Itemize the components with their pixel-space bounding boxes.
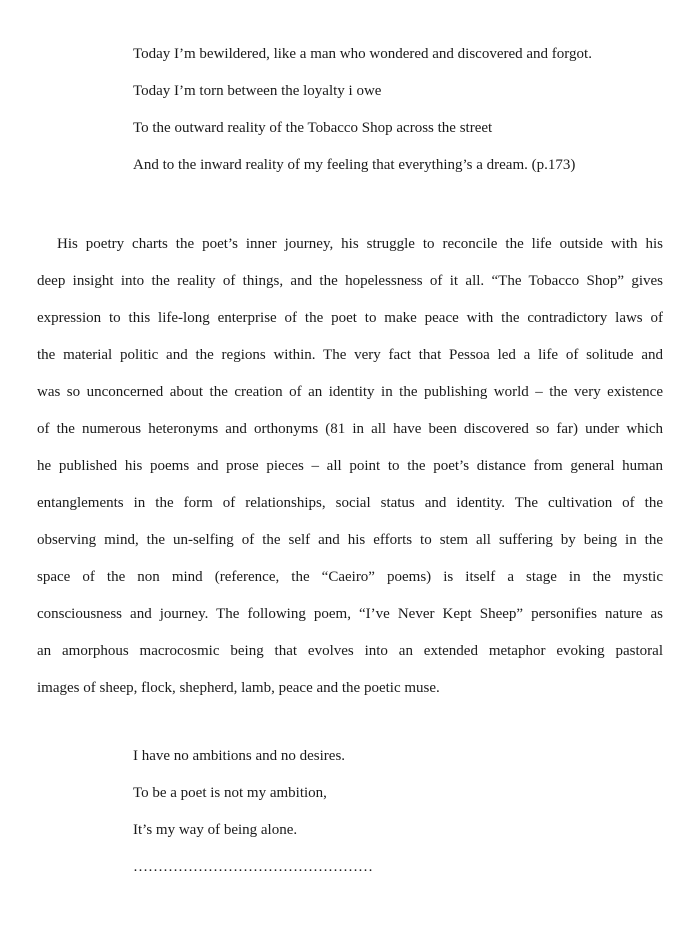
paragraph-line: an amorphous macrocosmic being that evolves into an extended metaphor evoking pastoral (37, 643, 663, 659)
verse-line: To the outward reality of the Tobacco Shop across the street (133, 120, 493, 136)
paragraph-line: consciousness and journey. The following poem, “I’ve Never Kept Sheep” personifies nature as (37, 606, 663, 622)
paragraph-line: he published his poems and prose pieces – all point to the poet’s distance from general human (37, 458, 663, 474)
paragraph-line: His poetry charts the poet’s inner journey, his struggle to reconcile the life outside with his (57, 236, 663, 252)
paragraph-line: the material politic and the regions within. The very fact that Pessoa led a life of solitude and (37, 347, 663, 363)
verse-line: It’s my way of being alone. (133, 822, 298, 838)
verse-line: To be a poet is not my ambition, (133, 785, 327, 801)
paragraph-line: entanglements in the form of relationships, social status and identity. The cultivation of the (37, 495, 663, 511)
quoted-verse-never-kept-sheep (133, 743, 373, 891)
verse-ellipsis: ………………………………………… (133, 859, 373, 875)
quoted-verse-tobacco-shop (133, 41, 592, 189)
verse-line: Today I’m torn between the loyalty i owe (133, 83, 382, 99)
paragraph-line: images of sheep, flock, shepherd, lamb, peace and the poetic muse. (37, 680, 440, 696)
paragraph-line: space of the non mind (reference, the “Caeiro” poems) is itself a stage in the mystic (37, 569, 663, 585)
paragraph-line: expression to this life-long enterprise of the poet to make peace with the contradictory laws of (37, 310, 663, 326)
paragraph-line: of the numerous heteronyms and orthonyms (81 in all have been discovered so far) under which (37, 421, 663, 437)
paragraph-line: deep insight into the reality of things, and the hopelessness of it all. “The Tobacco Shop” gives (37, 273, 663, 289)
body-paragraph (37, 226, 663, 707)
paragraph-line: observing mind, the un-selfing of the self and his efforts to stem all suffering by being in the (37, 532, 663, 548)
verse-line: And to the inward reality of my feeling that everything’s a dream. (p.173) (133, 157, 576, 173)
paragraph-line: was so unconcerned about the creation of an identity in the publishing world – the very existence (37, 384, 663, 400)
verse-line: I have no ambitions and no desires. (133, 748, 346, 764)
verse-line: Today I’m bewildered, like a man who wondered and discovered and forgot. (133, 46, 592, 62)
